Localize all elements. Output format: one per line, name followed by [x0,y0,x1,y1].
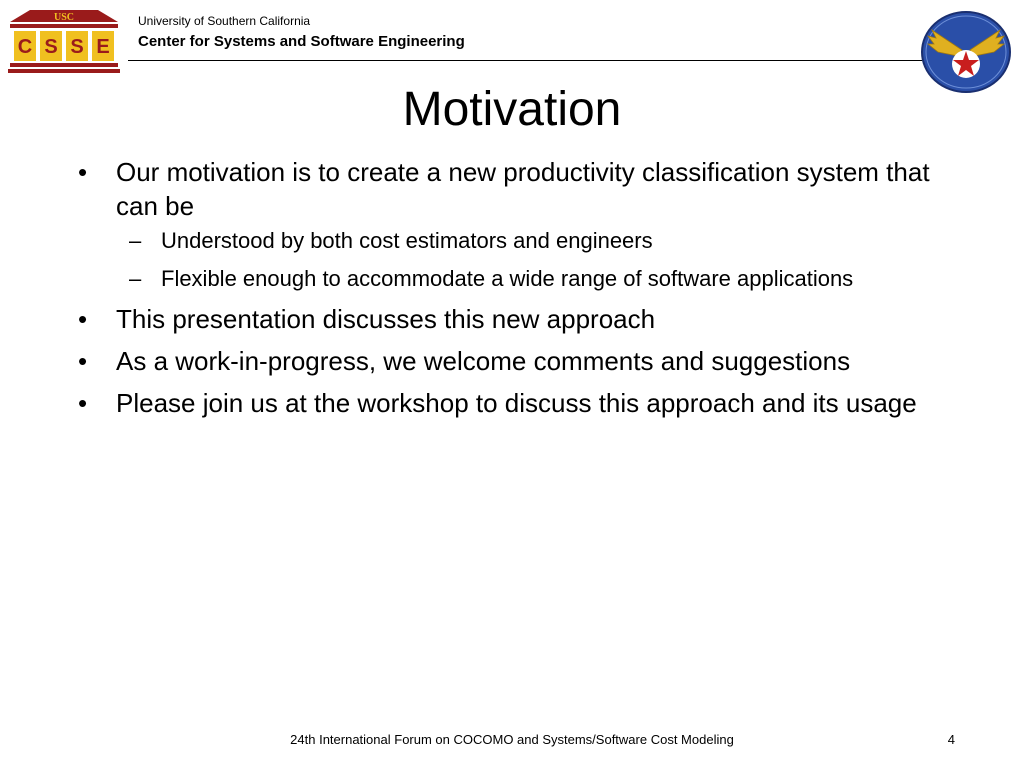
bullet-text: Our motivation is to create a new productivity classification system that can be [116,157,930,221]
svg-text:USC: USC [53,12,75,23]
bullet-list [78,155,938,420]
usc-csse-logo [8,10,120,74]
bullet-item [78,302,938,336]
bullet-text: This presentation discusses this new approach [116,304,656,334]
header-divider [128,60,925,61]
bullet-text: Please join us at the workshop to discuss this approach and its usage [116,388,917,418]
svg-text:C: C [17,36,33,58]
bullet-item [78,344,938,378]
sub-bullet-item: – Flexible enough to accommodate a wide range of software applications [116,264,938,294]
center-name: Center for Systems and Software Engineering [138,33,465,50]
svg-text:E: E [96,36,110,58]
bullet-item [78,386,938,420]
bullet-text: As a work-in-progress, we welcome comments and suggestions [116,346,851,376]
footer-text: 24th International Forum on COCOMO and Systems/Software Cost Modeling [290,732,734,747]
bullet-item [78,155,938,294]
svg-text:S: S [44,36,58,58]
svg-text:S: S [70,36,84,58]
sub-bullet-item: – Understood by both cost estimators and engineers [116,226,938,256]
university-name: University of Southern California [138,14,311,28]
slide-title: Motivation [402,83,622,136]
sub-bullet-list [116,226,938,294]
page-number: 4 [947,732,955,747]
